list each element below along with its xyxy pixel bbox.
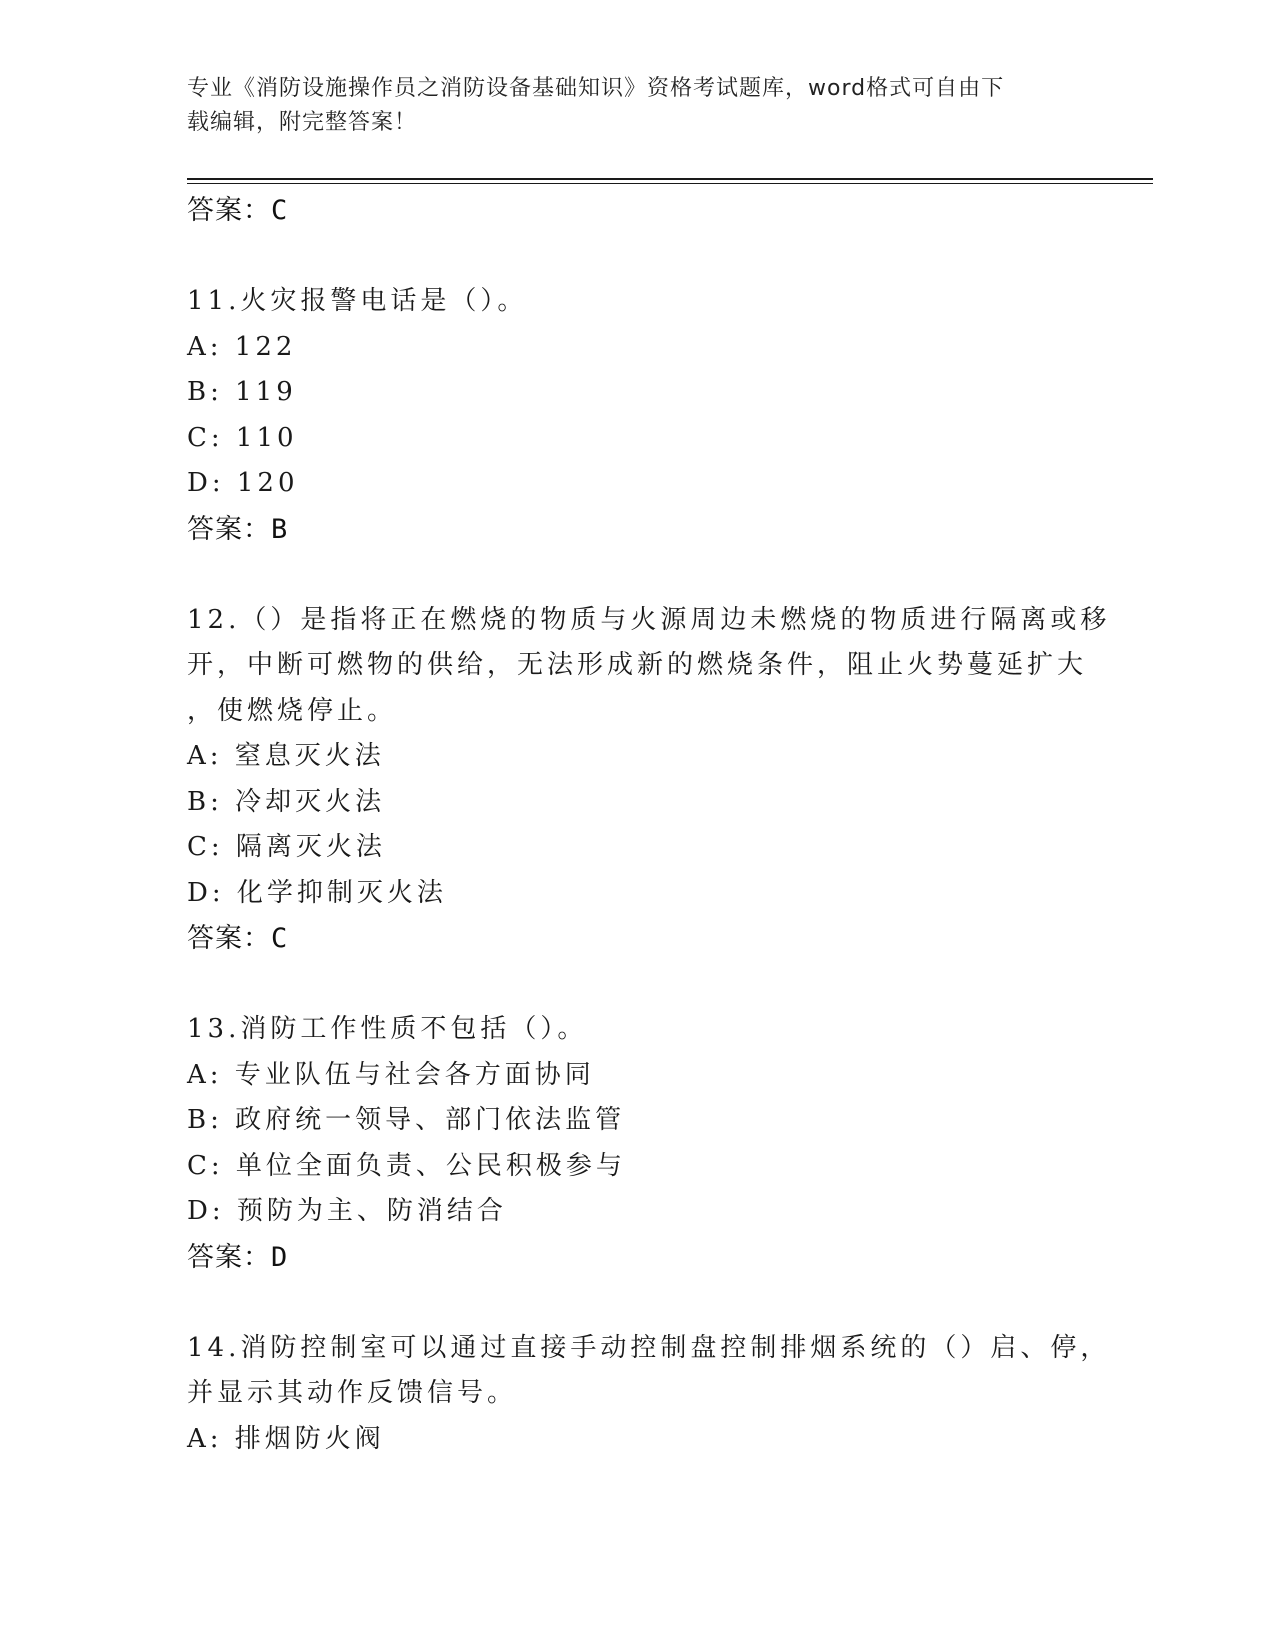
previous-answer: 答案：C [187, 195, 289, 226]
option-c: C: 单位全面负责、公民积极参与 [187, 1150, 626, 1181]
question-14 [187, 1326, 1111, 1463]
question-stem: 11.火灾报警电话是（）。 [187, 286, 528, 316]
question-11 [187, 279, 1087, 552]
option-a: A: 122 [187, 331, 297, 362]
spacer [187, 552, 1087, 598]
option-d: D: 化学抑制灭火法 [187, 877, 447, 908]
answer: 答案：D [187, 1241, 289, 1273]
header-line-2: 载编辑，附完整答案！ [187, 110, 418, 135]
option-b: B: 冷却灭火法 [187, 786, 386, 817]
question-13 [187, 1007, 1087, 1280]
question-12 [187, 598, 1111, 962]
question-stem-cont: 开，中断可燃物的供给，无法形成新的燃烧条件，阻止火势蔓延扩大 [187, 650, 1088, 680]
spacer [187, 1280, 1087, 1326]
answer: 答案：C [187, 923, 289, 954]
question-stem-cont: 并显示其动作反馈信号。 [187, 1378, 518, 1408]
spacer [187, 234, 1087, 280]
document-header [187, 72, 1067, 140]
option-a: A: 窒息灭火法 [187, 741, 385, 771]
answer: 答案：B [187, 513, 289, 545]
option-a: A: 专业队伍与社会各方面协同 [187, 1059, 595, 1090]
question-stem: 13.消防工作性质不包括（）。 [187, 1014, 588, 1044]
option-d: D: 预防为主、防消结合 [187, 1196, 507, 1226]
spacer [187, 962, 1087, 1008]
option-a: A: 排烟防火阀 [187, 1423, 385, 1454]
question-stem-cont: ，使燃烧停止。 [187, 695, 398, 726]
question-stem: 14.消防控制室可以通过直接手动控制盘控制排烟系统的（）启、停， [187, 1332, 1111, 1363]
header-divider-thin [187, 183, 1153, 184]
question-list [187, 188, 1111, 1462]
option-d: D: 120 [187, 468, 299, 498]
option-c: C: 隔离灭火法 [187, 832, 386, 862]
question-stem: 12.（）是指将正在燃烧的物质与火源周边未燃烧的物质进行隔离或移 [187, 604, 1111, 635]
header-divider-thick [187, 178, 1153, 180]
option-b: B: 119 [187, 377, 297, 407]
option-b: B: 政府统一领导、部门依法监管 [187, 1105, 626, 1135]
header-line-1: 专业《消防设施操作员之消防设备基础知识》资格考试题库，word格式可自由下 [187, 76, 1005, 101]
option-c: C: 110 [187, 422, 298, 453]
